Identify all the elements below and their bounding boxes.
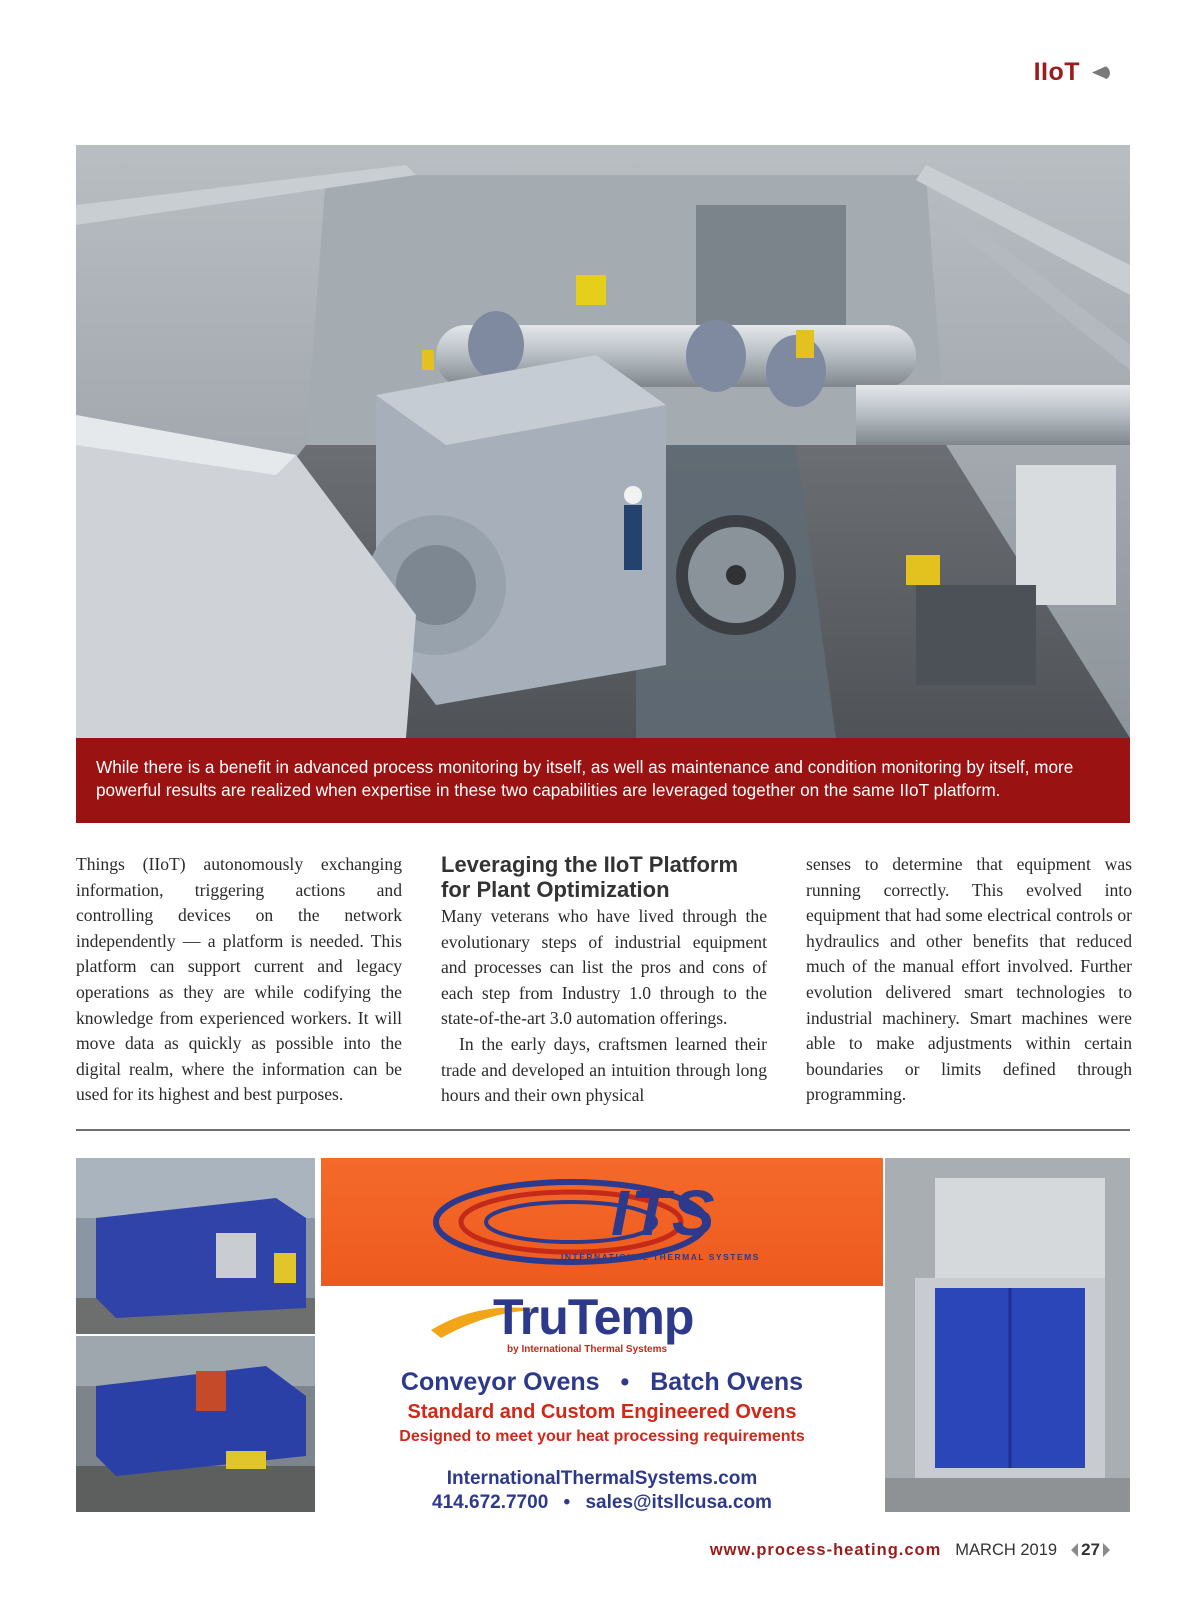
column-2-paragraph-2: In the early days, craftsmen learned their trade and developed an intuition through long hours and their own physical (441, 1033, 767, 1106)
photo-caption (76, 738, 1130, 823)
article-subheading (441, 852, 767, 902)
page-number: 27 (1081, 1540, 1100, 1559)
footer-issue-date: MARCH 2019 (955, 1540, 1058, 1559)
its-logo-text: ITS (611, 1177, 717, 1249)
column-3-text: senses to determine that equipment was running correctly. This evolved into equipment that had some electrical controls or hydraulics and other benefits that reduced much of the manual effort involved. Further evolution delivered smart technologies to industrial machinery. Smart machines were able to make adjustments within certain boundaries or limits defined through programming. (806, 854, 1132, 1105)
page-footer (710, 1540, 1110, 1560)
page-number-badge (1071, 1540, 1110, 1560)
column-2-paragraph-1: Many veterans who have lived through the evolutionary steps of industrial equipment and processes can list the pros and cons of each step from Industry 1.0 through to the state-of-the-art 3.0 automation offerings. (441, 906, 767, 1029)
section-divider (76, 1129, 1130, 1131)
trutemp-logo-text: TruTemp (493, 1289, 694, 1345)
ad-phone[interactable]: 414.672.7700 (432, 1492, 549, 1512)
conveyor-ovens-label: Conveyor Ovens (400, 1368, 600, 1396)
cabinet-oven-photo (885, 1158, 1130, 1512)
batch-oven-illustration (76, 1336, 315, 1512)
article-column-1 (76, 852, 402, 1108)
ad-email-link[interactable]: sales@itsllcusa.com (585, 1492, 772, 1512)
section-pointer-icon (1092, 65, 1110, 81)
caption-text: While there is a benefit in advanced process monitoring by itself, as well as maintenance and condition monitoring by itself, more powerful results are realized when expertise in these two capabilities are leveraged together on the same IIoT platform. (96, 757, 1074, 800)
oven-types-separator: • (620, 1368, 630, 1396)
advertisement[interactable] (76, 1158, 1130, 1512)
trutemp-tagline: by International Thermal Systems (507, 1344, 668, 1355)
footer-url[interactable]: www.process-heating.com (709, 1540, 942, 1559)
batch-ovens-label: Batch Ovens (650, 1368, 804, 1396)
section-label: IIoT (1033, 58, 1080, 86)
ad-contact-line (321, 1492, 883, 1512)
conveyor-oven-illustration (76, 1158, 315, 1334)
its-banner (321, 1158, 883, 1286)
section-tag (1034, 58, 1110, 87)
page-right-arrow-icon (1103, 1543, 1110, 1557)
subheading-line-1: Leveraging the IIoT Platform (441, 852, 739, 877)
ad-website-link[interactable]: InternationalThermalSystems.com (446, 1468, 758, 1489)
industrial-plant-illustration (76, 145, 1130, 738)
requirements-line: Designed to meet your heat processing requirements (399, 1428, 805, 1445)
conveyor-oven-photo (76, 1158, 315, 1334)
column-1-text: Things (IIoT) autonomously exchanging information, triggering actions and controlling devices on the network independently — a platform is needed. This platform can support current and legacy operations as they are while codifying the knowledge from experienced workers. It will move data as quickly as possible into the digital realm, where the information can be used for its highest and best purposes. (76, 854, 402, 1105)
batch-oven-photo (76, 1336, 315, 1512)
page-left-arrow-icon (1071, 1543, 1078, 1557)
article-column-3 (806, 852, 1132, 1108)
contact-separator: • (563, 1492, 571, 1512)
engineered-ovens-line: Standard and Custom Engineered Ovens (407, 1401, 797, 1423)
hero-photo (76, 145, 1130, 738)
cabinet-oven-illustration (885, 1158, 1130, 1512)
its-full-name: INTERNATIONAL THERMAL SYSTEMS (561, 1252, 760, 1262)
ad-center-panel (321, 1158, 883, 1512)
oven-types-line (321, 1368, 883, 1397)
subheading-line-2: for Plant Optimization (441, 877, 670, 902)
article-column-2 (441, 852, 767, 1109)
